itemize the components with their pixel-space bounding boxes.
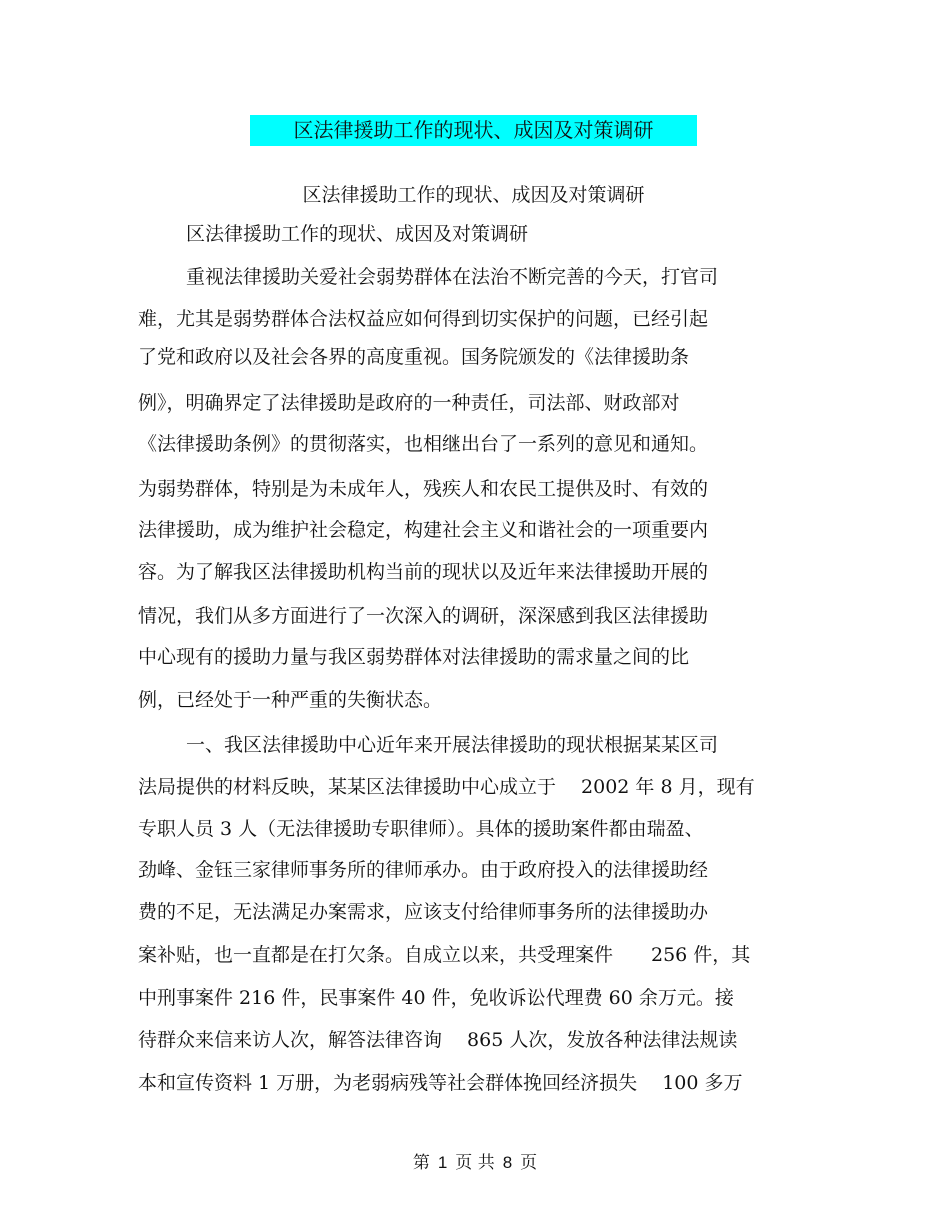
paragraph-2-line-9: 本和宣传资料 1 万册，为老弱病残等社会群体挽回经济损失 100 多万 [138,1072,743,1094]
paragraph-1-line-5: 《法律援助条例》的贯彻落实，也相继出台了一系列的意见和通知。 [138,433,709,455]
document-subtitle: 区法律援助工作的现状、成因及对策调研 [302,184,645,206]
paragraph-1-line-2: 难，尤其是弱势群体合法权益应如何得到切实保护的问题，已经引起 [138,308,709,330]
paragraph-2-line-5: 费的不足，无法满足办案需求，应该支付给律师事务所的法律援助办 [138,901,709,923]
paragraph-1-line-11: 例，已经处于一种严重的失衡状态。 [138,689,443,711]
paragraph-1-line-4: 例》，明确界定了法律援助是政府的一种责任，司法部、财政部对 [138,392,680,414]
document-title: 区法律援助工作的现状、成因及对策调研 [250,115,697,146]
paragraph-2-line-4: 劲峰、金钰三家律师事务所的律师承办。由于政府投入的法律援助经 [138,859,709,881]
footer-suffix: 页 [520,1153,538,1173]
paragraph-2-line-8: 待群众来信来访人次，解答法律咨询 865 人次，发放各种法律法规读 [138,1029,738,1051]
footer-page-number: 1 [437,1153,448,1172]
paragraph-1-line-8: 容。为了解我区法律援助机构当前的现状以及近年来法律援助开展的 [138,561,709,583]
paragraph-1-line-9: 情况，我们从多方面进行了一次深入的调研，深深感到我区法律援助 [138,605,709,627]
paragraph-1-line-7: 法律援助，成为维护社会稳定，构建社会主义和谐社会的一项重要内 [138,519,709,541]
paragraph-1-line-1: 重视法律援助关爱社会弱势群体在法治不断完善的今天，打官司 [186,266,719,288]
paragraph-1-line-3: 了党和政府以及社会各界的高度重视。国务院颁发的《法律援助条 [138,346,690,368]
document-subtitle-secondary: 区法律援助工作的现状、成因及对策调研 [186,223,529,245]
footer-prefix: 第 [412,1153,430,1173]
footer-middle: 页 共 [455,1153,495,1173]
paragraph-2-line-1: 一、我区法律援助中心近年来开展法律援助的现状根据某某区司 [186,734,719,756]
paragraph-2-line-6: 案补贴，也一直都是在打欠条。自成立以来，共受理案件 256 件，其 [138,944,751,966]
page-footer [0,1151,950,1175]
paragraph-1-line-6: 为弱势群体，特别是为未成年人，残疾人和农民工提供及时、有效的 [138,478,709,500]
paragraph-2-line-7: 中刑事案件 216 件，民事案件 40 件，免收诉讼代理费 60 余万元。接 [138,987,734,1009]
footer-total-pages: 8 [502,1153,513,1172]
paragraph-2-line-3: 专职人员 3 人（无法律援助专职律师）。具体的援助案件都由瑞盈、 [138,818,704,840]
paragraph-2-line-2: 法局提供的材料反映，某某区法律援助中心成立于 2002 年 8 月，现有 [138,776,755,798]
paragraph-1-line-10: 中心现有的援助力量与我区弱势群体对法律援助的需求量之间的比 [138,646,690,668]
